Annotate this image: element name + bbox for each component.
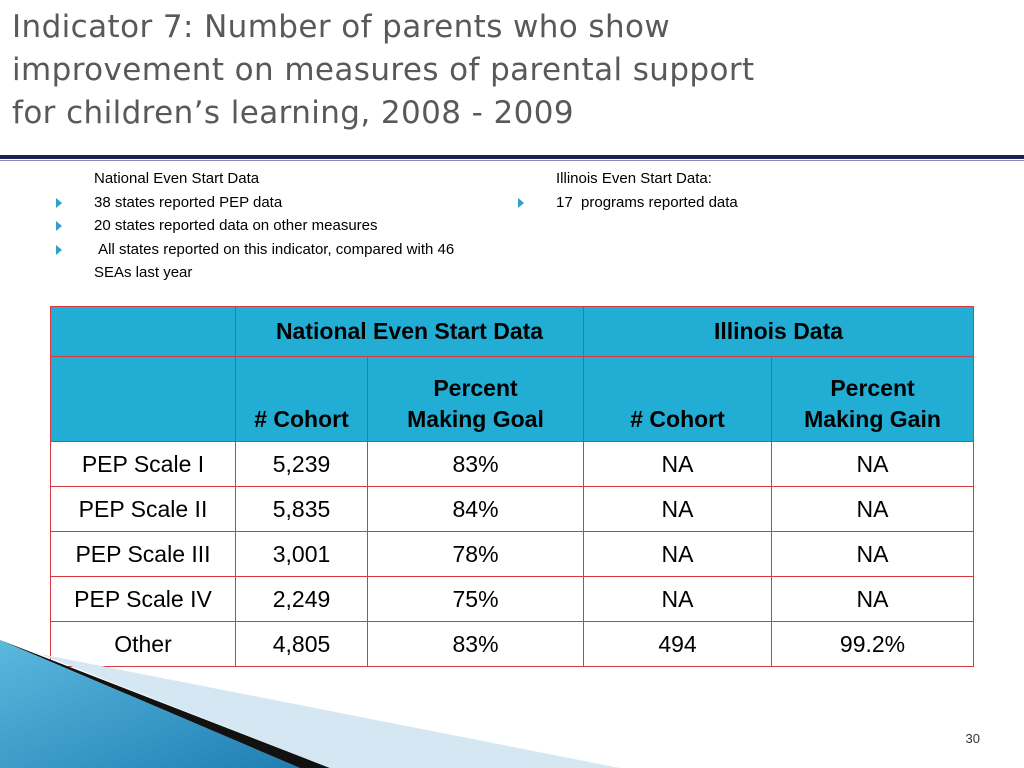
table-row	[51, 577, 974, 622]
group-header-national: National Even Start Data	[236, 307, 584, 357]
national-summary	[56, 167, 459, 285]
bullet-arrow-icon	[518, 198, 524, 208]
national-heading: National Even Start Data	[94, 170, 260, 187]
bullet-text: All states reported on this indicator, compared with 46 SEAs last year	[94, 240, 459, 281]
table-row	[51, 487, 974, 532]
table-cell: NA	[584, 487, 772, 532]
bullet-text: 17 programs reported data	[556, 193, 738, 211]
table-cell: 78%	[368, 532, 584, 577]
title-line: improvement on measures of parental support	[12, 52, 755, 88]
table-cell: 83%	[368, 442, 584, 487]
decorative-swoosh	[0, 640, 620, 768]
illinois-bullet	[518, 191, 918, 215]
table-row	[51, 442, 974, 487]
column-header: # Cohort	[584, 357, 772, 442]
table-cell: 494	[584, 622, 772, 667]
row-label: PEP Scale I	[51, 442, 236, 487]
bullet-text: 38 states reported PEP data	[94, 193, 283, 211]
table-cell: 5,835	[236, 487, 368, 532]
table-cell: 84%	[368, 487, 584, 532]
table-cell: NA	[584, 577, 772, 622]
title-divider	[0, 155, 1024, 159]
table-cell: NA	[772, 577, 974, 622]
bullet-arrow-icon	[56, 221, 62, 231]
column-header: # Cohort	[236, 357, 368, 442]
national-bullet	[56, 191, 456, 215]
title-line: for children’s learning, 2008 - 2009	[12, 95, 574, 131]
data-table	[50, 306, 974, 667]
bullet-arrow-icon	[56, 198, 62, 208]
table-cell: 3,001	[236, 532, 368, 577]
bullet-arrow-icon	[56, 245, 62, 255]
table-row	[51, 532, 974, 577]
national-bullet	[56, 214, 456, 238]
table-cell: 99.2%	[772, 622, 974, 667]
slide-title	[12, 6, 1012, 135]
table-cell: NA	[772, 442, 974, 487]
national-bullet	[56, 238, 459, 285]
table-cell: NA	[584, 532, 772, 577]
table-corner-cell	[51, 357, 236, 442]
table-group-header-row	[51, 307, 974, 357]
row-label: PEP Scale IV	[51, 577, 236, 622]
table-cell: NA	[772, 532, 974, 577]
column-header: Percent Making Goal	[368, 357, 584, 442]
row-label: PEP Scale II	[51, 487, 236, 532]
row-label: PEP Scale III	[51, 532, 236, 577]
bullet-text: 20 states reported data on other measures	[94, 217, 378, 234]
table-corner-cell	[51, 307, 236, 357]
table-cell: 4,805	[236, 622, 368, 667]
table-cell: NA	[772, 487, 974, 532]
illinois-heading: Illinois Even Start Data:	[556, 170, 712, 187]
table-cell: 83%	[368, 622, 584, 667]
group-header-illinois: Illinois Data	[584, 307, 974, 357]
illinois-summary	[518, 167, 918, 214]
page-number: 30	[965, 731, 980, 746]
row-label: Other	[51, 622, 236, 667]
table-column-header-row	[51, 357, 974, 442]
table-cell: 5,239	[236, 442, 368, 487]
table-cell: 75%	[368, 577, 584, 622]
column-header: Percent Making Gain	[772, 357, 974, 442]
table-cell: 2,249	[236, 577, 368, 622]
title-line: Indicator 7: Number of parents who show	[12, 9, 671, 45]
table-cell: NA	[584, 442, 772, 487]
title-divider-thin	[0, 160, 1024, 161]
